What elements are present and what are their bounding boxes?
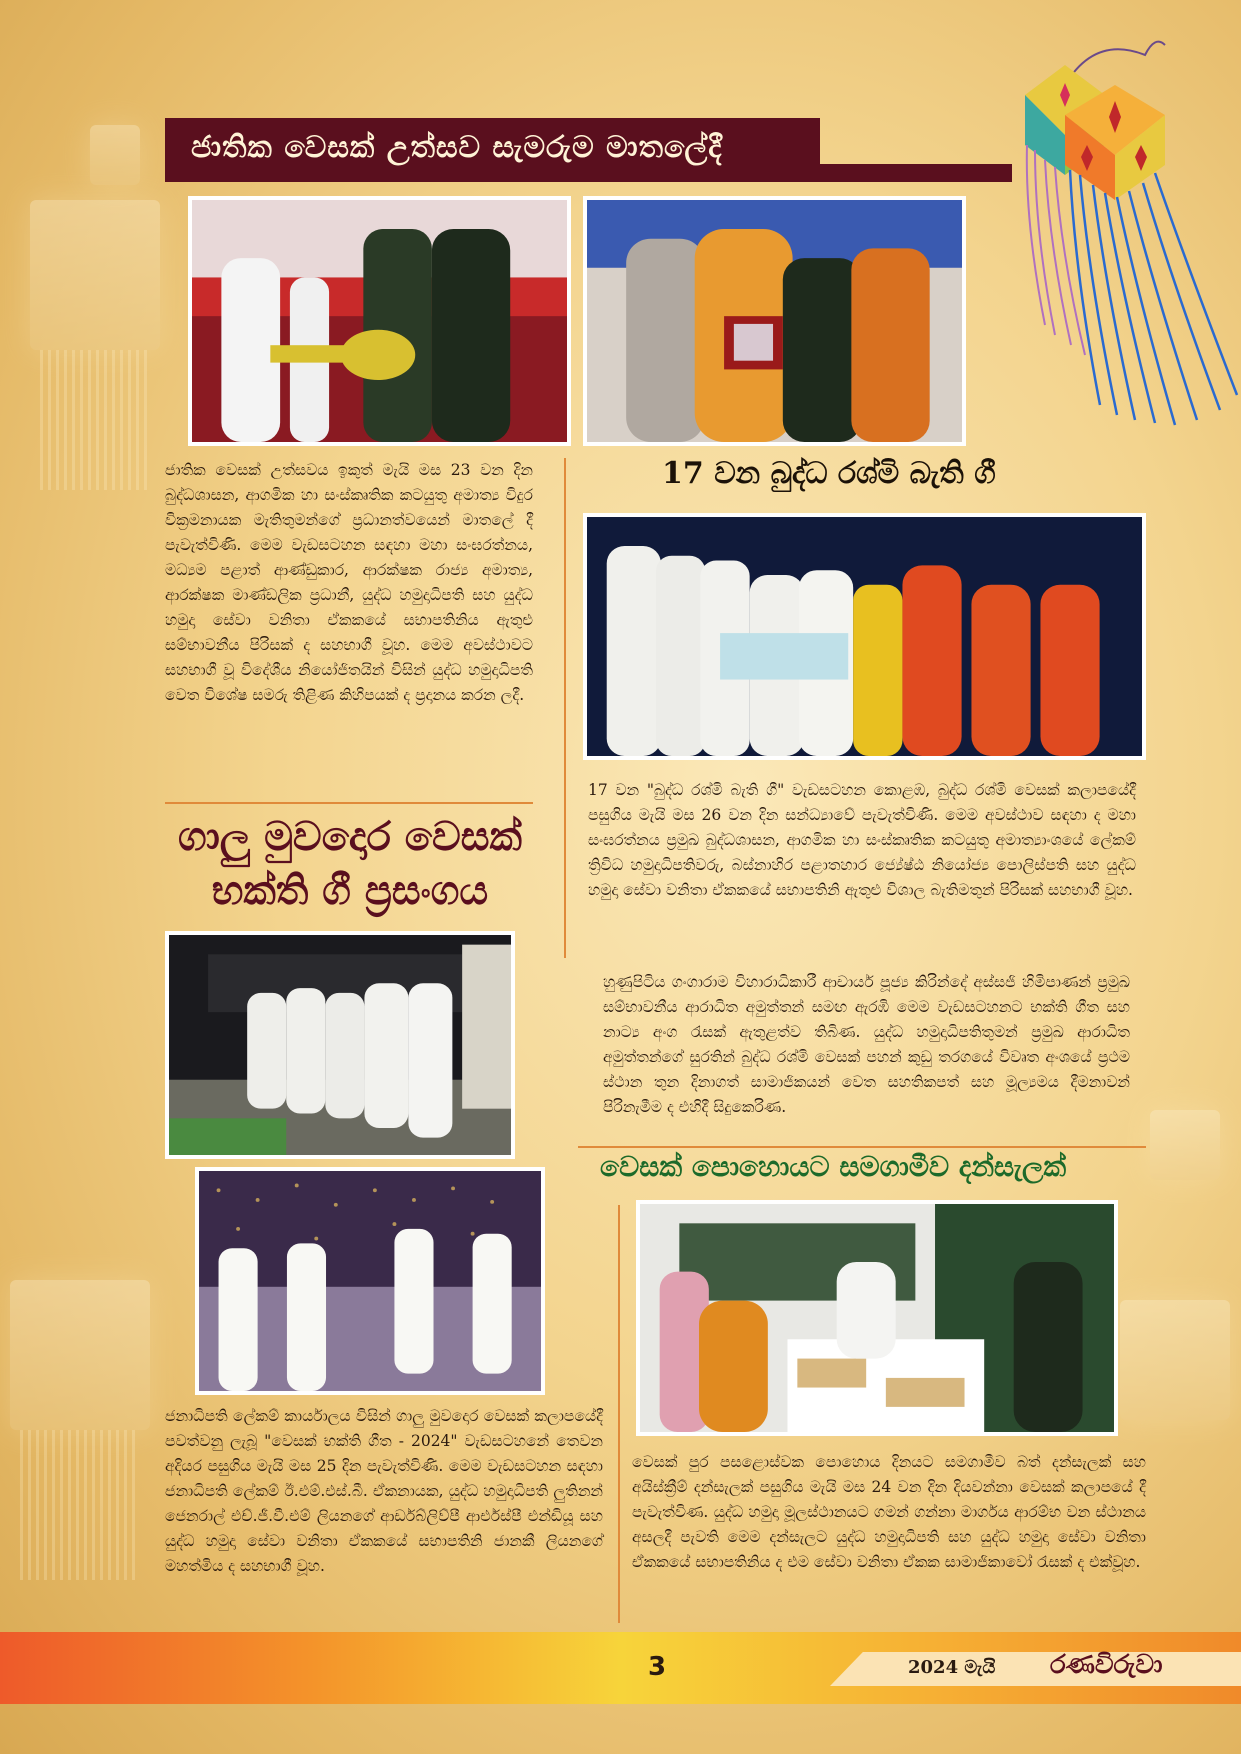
singers-stage-photo: [195, 1167, 545, 1395]
vesak-lantern-illustration: [1005, 25, 1241, 445]
issue-date: 2024 මැයි: [908, 1657, 996, 1678]
article-galle-face-heading: [150, 810, 550, 918]
magazine-logo: රණවිරුවා: [1050, 1650, 1163, 1680]
column-divider: [564, 458, 566, 958]
article-galle-face-heading-line2: භක්ති ගී ප්‍රසංගය: [211, 867, 489, 914]
lantern-fringe-decoration: [20, 1430, 140, 1580]
article-dansala-body: වෙසක් පුර පසළොස්වක පොහොය දිනයට සමගාමීව බත් දන්සැලක් සහ අයිස්ක්‍රීම් දන්සැලක් පසුගිය මැයි මස 24 වන දින දියවන්නා වෙසක් කලාපයේ දී පැවැත්විණ. යුද්ධ හමුදා මූලස්ථානයට ගමන් ගන්නා මාර්ගය ආරම්භ වන ස්ථානය අසලදී පැවති මෙම දන්සැලට යුද්ධ හමුදාධිපති සහ යුද්ධ හමුදා සේවා වනිතා ඒකකයේ සභාපතිනිය ද එම සේවා වනිතා ඒකක සාමාජිකාවෝ රැසක් ද එක්වූහ.: [632, 1453, 1146, 1571]
footer-tab: [830, 1652, 1241, 1686]
lantern-decoration: [1120, 1300, 1230, 1420]
page-title: ජාතික වෙසක් උත්සව සැමරුම මාතලේදී: [191, 130, 723, 165]
dansala-food-distribution-photo: [636, 1200, 1118, 1436]
article-buddha-rashmi-body: 17 වන "බුද්ධ රශ්මි බැති ගී" වැඩසටහන කොළඹ, බුද්ධ රශ්මි වෙසක් කලාපයේදී පසුගිය මැයි මස 26 වන දින සන්ධ්‍යාවේ පැවැත්විණි. මෙම අවස්ථාව සඳහා ද මහා සංඝරත්නය ප්‍රමුඛ බුද්ධශාසන, ආගමික හා සංස්කෘතික කටයුතු අමාත්‍යාංශයේ ලේකම් ත්‍රිවිධ හමුදාධිපතිවරු, බස්නාහිර පළාතහාර ජ්‍යේෂ්ඨ නියෝජ්‍ය පොලිස්පති සහ යුද්ධ හමුදා සේවා වනිතා ඒකකයේ සභාපතිනි ඇතුළු විශාල බැතිමතුන් පිරිසක් සහභාගී වූහ.: [588, 781, 1136, 899]
article-national-vesak-body: ජාතික වෙසක් උත්සවය ඉකුත් මැයි මස 23 වන දින බුද්ධශාසන, ආගමික හා සංස්කෘතික කටයුතු අමාත්‍ය විදුර වික්‍රමනායක මැතිතුමන්ගේ ප්‍රධානත්වයෙන් මාතලේ දී පැවැත්විණි. මෙම වැඩසටහන සඳහා මහා සංඝරත්නය, මධ්‍යම පළාත් ආණ්ඩුකාර, ආරක්ෂක රාජ්‍ය අමාත්‍ය, ආරක්ෂක මාණ්ඩලික ප්‍රධානී, යුද්ධ හමුදාධිපති සහ යුද්ධ හමුදා සේවා වනිතා ඒකකයේ සභාපතිනිය ඇතුළු සම්භාවනීය පිරිසක් ද සහභාගී වූහ. මෙම අවස්ථාවට සහභාගී වූ විදේශීය නියෝජිතයින් විසින් යුද්ධ හමුදාධිපති වෙත විශේෂ සමරු තිළිණ කිහිපයක් ද ප්‍රදානය කරන ලදී.: [165, 461, 533, 704]
title-banner-extension: [810, 164, 1012, 182]
article-buddha-rashmi-heading: 17 වන බුද්ධ රශ්මි බැති ගී: [662, 456, 996, 491]
key-presentation-photo: [188, 196, 571, 446]
page-number: 3: [648, 1652, 667, 1682]
lantern-decoration: [90, 125, 140, 185]
column-divider: [618, 1205, 620, 1623]
lantern-decoration: [10, 1280, 150, 1430]
article-dansala-heading: වෙසක් පොහොයට සමගාමීව දන්සැලක්: [600, 1150, 1067, 1183]
audience-seated-photo: [165, 931, 515, 1159]
lantern-fringe-decoration: [40, 350, 150, 490]
lantern-decoration: [30, 200, 160, 350]
article-buddha-rashmi-body-continued: හුණුපිටිය ගංගාරාම විහාරාධිකාරී ආචාර්ය පූජ්‍ය කිරින්දේ අස්සජි හිමිපාණන් ප්‍රමුඛ සම්භාවනීය ආරාධිත අමුත්තන් සමඟ ඇරඹි මෙම වැඩසටහනට භක්ති ගීත සහ නාට්‍ය අංග රැසක් ඇතුළත්ව තිබිණ. යුද්ධ හමුදාධිපතිතුමන් ප්‍රමුඛ ආරාධිත අමුත්තන්ගේ සුරතින් බුද්ධ රශ්මි වෙසක් පහන් කුඩු තරගයේ විවෘත අංශයේ ප්‍රථම ස්ථාන තුන දිනාගත් සාමාජිකයන් වෙත සහතිකපත් සහ මූල්‍යමය දීමනාවන් පිරිනැමීම ද එහිදී සිදුකෙරිණ.: [603, 973, 1130, 1116]
lantern-decoration: [1150, 1110, 1220, 1180]
section-divider: [165, 802, 533, 804]
section-divider: [578, 1146, 1146, 1148]
article-galle-face-heading-line1: ගාලු මුවදොර වෙසක්: [177, 813, 523, 860]
article-galle-face-body: ජනාධිපති ලේකම් කාර්යාලය විසින් ගාලු මුවදොර වෙසක් කලාපයේදී පවත්වනු ලැබූ "වෙසක් භක්ති ගීත - 2024" වැඩසටහනේ තෙවන අදියර පසුගිය මැයි මස 25 දින පැවැත්විණි. මෙම වැඩසටහන සඳහා ජනාධිපති ලේකම් ඊ.එම්.එස්.බී. ඒකනායක, යුද්ධ හමුදාධිපති ලුතිනන් ජෙනරාල් එච්.ජී.වී.එම් ලියනගේ ආර්ඩබ්ලිව්පී ආර්එස්පී එන්ඩියූ සහ යුද්ධ හමුදා සේවා වනිතා ඒකකයේ සභාපතිනි ජානකී ලියනගේ මහත්මිය ද සහභාගී වූහ.: [165, 1407, 603, 1575]
page-title-banner: [165, 118, 820, 182]
souvenir-presentation-photo: [583, 196, 966, 446]
cheque-presentation-photo: [583, 513, 1146, 760]
